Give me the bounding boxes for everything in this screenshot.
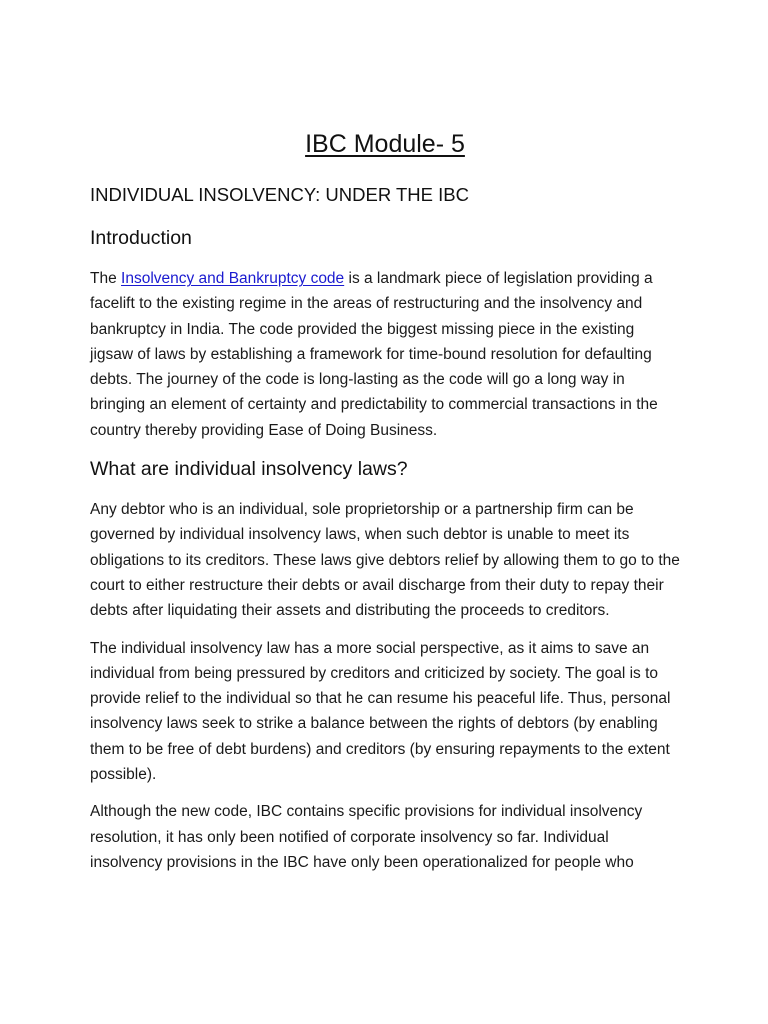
section-heading-introduction: Introduction <box>90 227 192 249</box>
paragraph-text: is a landmark piece of legislation providing a facelift to the existing regime in the areas of restructuring and the insolvency and bankruptcy in India. The code provided the biggest missing piece in the existing jigsaw of laws by establishing a framework for time-bound resolution for defaulting debts. The journey of the code is long-lasting as the code will go a long way in bringing an element of certainty and predictability to commercial transactions in the country thereby providing Ease of Doing Business. <box>90 270 658 439</box>
section-heading-individual-insolvency-laws: What are individual insolvency laws? <box>90 458 408 481</box>
document-title: IBC Module- 5 <box>305 130 465 158</box>
document-subtitle: INDIVIDUAL INSOLVENCY: UNDER THE IBC <box>90 184 469 205</box>
paragraph-laws-2: The individual insolvency law has a more social perspective, as it aims to save an individual from being pressured by creditors and criticized by society. The goal is to provide relief to the individual so that he can resume his peaceful life. Thus, personal insolvency laws seek to strike a balance between the rights of debtors (by enabling them to be free of debt burdens) and creditors (by ensuring repayments to the extent possible). <box>90 639 671 784</box>
paragraph-laws-1: Any debtor who is an individual, sole proprietorship or a partnership firm can be governed by individual insolvency laws, when such debtor is unable to meet its obligations to its creditors. These laws give debtors relief by allowing them to go to the court to either restructure their debts or avail discharge from their duty to repay their debts after liquidating their assets and distributing the proceeds to creditors. <box>90 501 680 620</box>
paragraph-introduction <box>90 266 680 443</box>
paragraph-text: The <box>90 270 122 287</box>
ibc-link[interactable]: Insolvency and Bankruptcy code <box>121 270 345 287</box>
paragraph-laws-3: Although the new code, IBC contains specific provisions for individual insolvency resolution, it has only been notified of corporate insolvency so far. Individual insolvency provisions in the IBC have only been operationalized for people who <box>90 803 643 871</box>
document-body <box>90 128 680 887</box>
